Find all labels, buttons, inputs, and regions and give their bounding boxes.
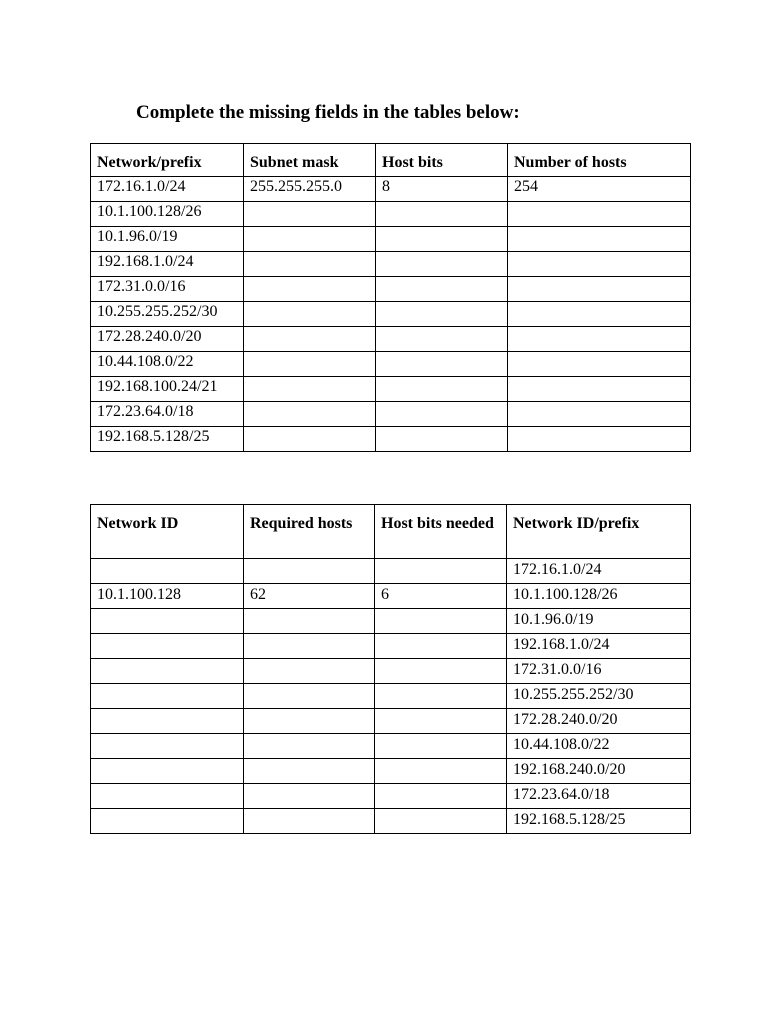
table-cell xyxy=(376,427,508,452)
table-cell xyxy=(244,734,375,759)
table-cell: 8 xyxy=(376,177,508,202)
table-cell xyxy=(508,277,691,302)
table-cell xyxy=(244,809,375,834)
table-cell xyxy=(91,684,244,709)
table-cell xyxy=(244,327,376,352)
table-row xyxy=(91,227,691,252)
table-row xyxy=(91,202,691,227)
table-cell xyxy=(91,634,244,659)
table-row xyxy=(91,659,691,684)
table-row xyxy=(91,784,691,809)
table-cell xyxy=(375,659,507,684)
table-cell xyxy=(375,684,507,709)
table-cell xyxy=(91,709,244,734)
table-cell: 6 xyxy=(375,584,507,609)
table-cell xyxy=(244,202,376,227)
table-cell: 172.28.240.0/20 xyxy=(507,709,691,734)
table-cell: 192.168.1.0/24 xyxy=(91,252,244,277)
table-row xyxy=(91,352,691,377)
table-cell xyxy=(91,659,244,684)
table-cell xyxy=(508,352,691,377)
table-cell xyxy=(375,559,507,584)
table-cell: 10.1.100.128/26 xyxy=(507,584,691,609)
table-cell: 10.1.100.128/26 xyxy=(91,202,244,227)
table-cell xyxy=(91,809,244,834)
table-row xyxy=(91,252,691,277)
column-header: Required hosts xyxy=(244,505,375,559)
table-cell xyxy=(91,609,244,634)
table-cell xyxy=(508,327,691,352)
table-cell xyxy=(244,684,375,709)
column-header: Host bits needed xyxy=(375,505,507,559)
column-header: Host bits xyxy=(376,144,508,177)
table-cell: 172.28.240.0/20 xyxy=(91,327,244,352)
table-cell xyxy=(376,302,508,327)
table-cell xyxy=(375,634,507,659)
table-cell xyxy=(376,202,508,227)
table-cell: 172.23.64.0/18 xyxy=(507,784,691,809)
table-cell xyxy=(376,377,508,402)
table-cell: 10.255.255.252/30 xyxy=(91,302,244,327)
table-cell xyxy=(244,427,376,452)
table-cell: 172.23.64.0/18 xyxy=(91,402,244,427)
table-cell xyxy=(508,252,691,277)
table-cell xyxy=(375,734,507,759)
table-cell xyxy=(91,784,244,809)
table-cell xyxy=(91,759,244,784)
table-cell: 10.255.255.252/30 xyxy=(507,684,691,709)
table-cell xyxy=(244,759,375,784)
table-cell: 192.168.1.0/24 xyxy=(507,634,691,659)
table-cell: 192.168.5.128/25 xyxy=(507,809,691,834)
table-cell xyxy=(375,809,507,834)
table-row xyxy=(91,302,691,327)
table-cell xyxy=(91,734,244,759)
table-cell xyxy=(244,634,375,659)
table-cell: 172.31.0.0/16 xyxy=(507,659,691,684)
table-cell xyxy=(244,277,376,302)
column-header: Network ID xyxy=(91,505,244,559)
table-row xyxy=(91,634,691,659)
table-cell xyxy=(244,252,376,277)
table-header-row xyxy=(91,144,691,177)
column-header: Network ID/prefix xyxy=(507,505,691,559)
page-title: Complete the missing fields in the tables below: xyxy=(136,102,520,123)
table-cell xyxy=(244,609,375,634)
table-row xyxy=(91,609,691,634)
table-cell xyxy=(508,302,691,327)
table-cell xyxy=(375,709,507,734)
table-cell: 255.255.255.0 xyxy=(244,177,376,202)
table-cell xyxy=(376,227,508,252)
table-cell xyxy=(376,352,508,377)
table-cell: 172.16.1.0/24 xyxy=(507,559,691,584)
table-row xyxy=(91,559,691,584)
table-cell xyxy=(375,609,507,634)
table-cell xyxy=(91,559,244,584)
table-cell xyxy=(375,784,507,809)
subnet-table xyxy=(90,143,691,452)
table-header-row xyxy=(91,505,691,559)
table-row xyxy=(91,734,691,759)
table-cell xyxy=(508,377,691,402)
table-cell xyxy=(244,377,376,402)
table-cell: 10.44.108.0/22 xyxy=(507,734,691,759)
column-header: Number of hosts xyxy=(508,144,691,177)
table-cell: 10.44.108.0/22 xyxy=(91,352,244,377)
table-cell: 10.1.96.0/19 xyxy=(91,227,244,252)
table-cell xyxy=(508,227,691,252)
table-cell xyxy=(244,784,375,809)
column-header: Network/prefix xyxy=(91,144,244,177)
table-row xyxy=(91,809,691,834)
table-cell xyxy=(376,252,508,277)
table-row xyxy=(91,277,691,302)
column-header: Subnet mask xyxy=(244,144,376,177)
table-cell: 172.31.0.0/16 xyxy=(91,277,244,302)
table-row xyxy=(91,177,691,202)
table-cell xyxy=(244,352,376,377)
table-cell: 192.168.240.0/20 xyxy=(507,759,691,784)
table-cell xyxy=(244,402,376,427)
table-cell xyxy=(244,302,376,327)
table-cell: 254 xyxy=(508,177,691,202)
table-row xyxy=(91,427,691,452)
table-cell xyxy=(376,277,508,302)
table-cell xyxy=(375,759,507,784)
table-cell xyxy=(244,659,375,684)
table-cell xyxy=(244,559,375,584)
table-cell xyxy=(508,402,691,427)
table-cell xyxy=(376,402,508,427)
network-id-table xyxy=(90,504,691,834)
table-row xyxy=(91,327,691,352)
table-row xyxy=(91,759,691,784)
table-cell: 172.16.1.0/24 xyxy=(91,177,244,202)
table-cell: 62 xyxy=(244,584,375,609)
table-cell xyxy=(244,709,375,734)
table-cell xyxy=(508,427,691,452)
table-row xyxy=(91,584,691,609)
table-row xyxy=(91,684,691,709)
table-cell xyxy=(376,327,508,352)
table-cell: 10.1.96.0/19 xyxy=(507,609,691,634)
table-row xyxy=(91,709,691,734)
table-cell: 192.168.100.24/21 xyxy=(91,377,244,402)
table-cell xyxy=(508,202,691,227)
table-cell xyxy=(244,227,376,252)
table-cell: 192.168.5.128/25 xyxy=(91,427,244,452)
table-row xyxy=(91,377,691,402)
table-row xyxy=(91,402,691,427)
table-cell: 10.1.100.128 xyxy=(91,584,244,609)
